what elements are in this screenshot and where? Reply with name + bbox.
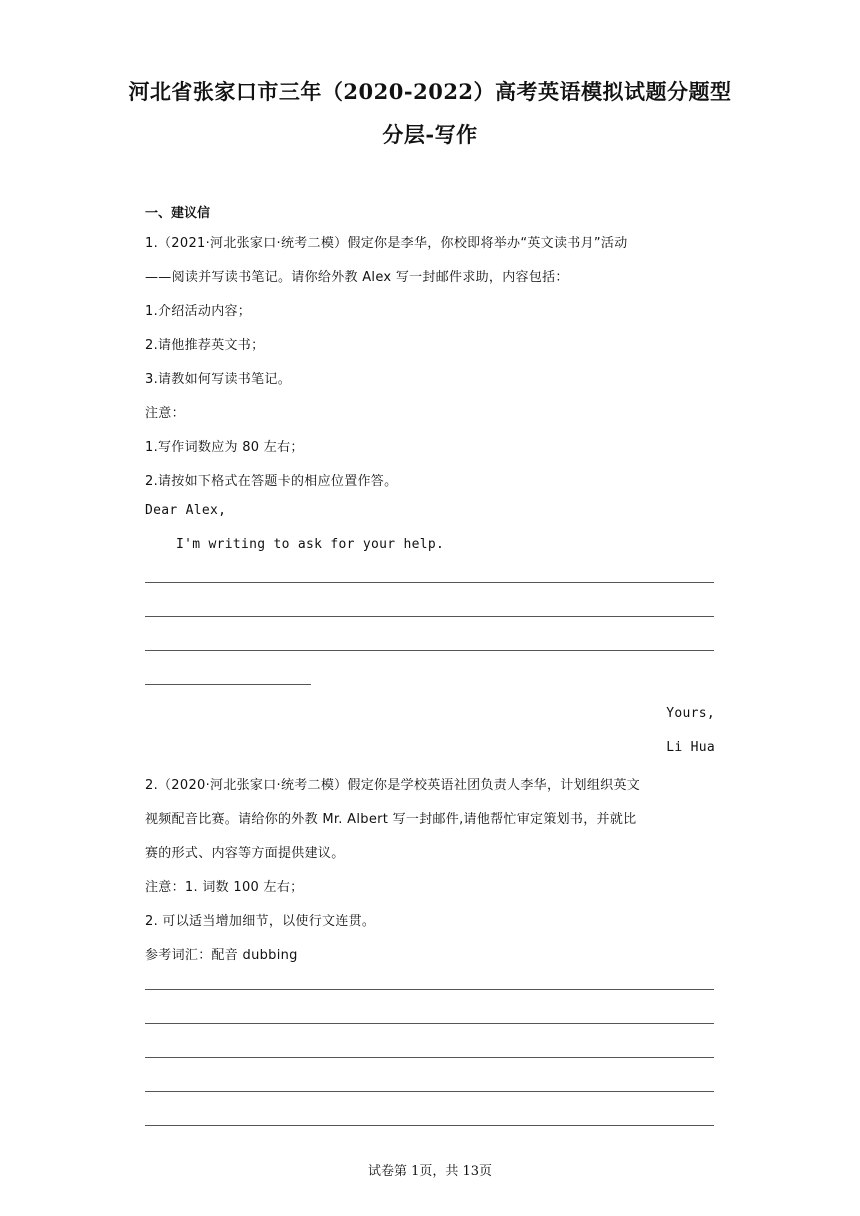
answer-line <box>145 684 311 685</box>
q1-closing: Yours, <box>666 706 715 721</box>
q2-vocab: 参考词汇：配音 dubbing <box>145 948 298 963</box>
q2-note-2: 2. 可以适当增加细节，以使行文连贯。 <box>145 914 376 929</box>
q2-prompt-line1: 2.（2020·河北张家口·统考二模）假定你是学校英语社团负责人李华，计划组织英文 <box>145 778 641 793</box>
q1-point-3: 3.请教如何写读书笔记。 <box>145 372 292 387</box>
answer-line <box>145 650 714 651</box>
q1-prompt-line2: ——阅读并写读书笔记。请你给外教 Alex 写一封邮件求助，内容包括： <box>145 270 569 285</box>
q2-note-1: 注意：1. 词数 100 左右； <box>145 880 304 895</box>
answer-line <box>145 616 714 617</box>
document-title-line1: 河北省张家口市三年（2020-2022）高考英语模拟试题分题型 <box>128 79 732 104</box>
document-title-line2: 分层-写作 <box>382 122 478 147</box>
q1-point-2: 2.请他推荐英文书； <box>145 338 265 353</box>
q1-point-1: 1.介绍活动内容； <box>145 304 252 319</box>
q1-greeting: Dear Alex, <box>145 503 227 518</box>
answer-line <box>145 1057 714 1058</box>
q1-note-2: 2.请按如下格式在答题卡的相应位置作答。 <box>145 474 398 489</box>
q1-note-1: 1.写作词数应为 80 左右； <box>145 440 304 455</box>
q1-opening-sentence: I'm writing to ask for your help. <box>176 537 445 552</box>
answer-line <box>145 582 714 583</box>
q2-prompt-line3: 赛的形式、内容等方面提供建议。 <box>145 846 345 861</box>
q1-note-label: 注意： <box>145 406 185 421</box>
q1-signature: Li Hua <box>666 740 715 755</box>
page-footer: 试卷第 1页，共 13页 <box>367 1164 493 1179</box>
q1-prompt-line1: 1.（2021·河北张家口·统考二模）假定你是李华，你校即将举办“英文读书月”活动 <box>145 236 628 251</box>
q2-prompt-line2: 视频配音比赛。请给你的外教 Mr. Albert 写一封邮件,请他帮忙审定策划书，并就比 <box>145 812 637 827</box>
answer-line <box>145 1091 714 1092</box>
section-heading: 一、建议信 <box>145 206 211 221</box>
answer-line <box>145 989 714 990</box>
answer-line <box>145 1125 714 1126</box>
answer-line <box>145 1023 714 1024</box>
